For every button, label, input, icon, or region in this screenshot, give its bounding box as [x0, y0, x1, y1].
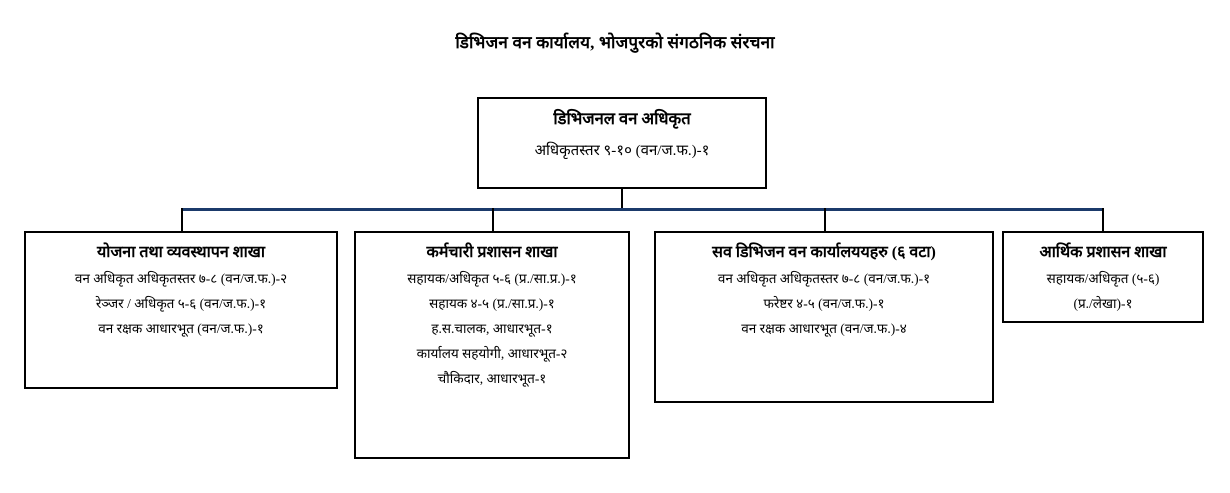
- node-title: डिभिजनल वन अधिकृत: [553, 109, 691, 128]
- node-detail-line: (प्र./लेखा)-१: [1073, 295, 1133, 311]
- node-detail-line: वन अधिकृत अधिकृतस्तर ७-८ (वन/ज.फ.)-२: [74, 271, 288, 286]
- node-detail-line: वन रक्षक आधारभूत (वन/ज.फ.)-१: [98, 320, 264, 336]
- node-financial-administration-section: [1002, 231, 1204, 323]
- node-detail-line: कार्यालय सहयोगी, आधारभूत-२: [416, 345, 568, 361]
- node-detail-line: सहायक ४-५ (प्र./सा.प्र.)-१: [429, 295, 555, 311]
- node-title: आर्थिक प्रशासन शाखा: [1039, 244, 1167, 261]
- node-detail-line: फरेष्टर ४-५ (वन/ज.फ.)-१: [763, 295, 885, 311]
- node-detail-line: अधिकृतस्तर ९-१० (वन/ज.फ.)-१: [534, 142, 710, 159]
- node-title: योजना तथा व्यवस्थापन शाखा: [97, 244, 265, 261]
- connector-drop-finance: [1102, 208, 1104, 231]
- node-staff-administration-section: [354, 231, 630, 459]
- node-divisional-forest-officer: [477, 97, 767, 189]
- node-detail-line: सहायक/अधिकृत (५-६): [1046, 271, 1160, 286]
- node-detail-line: चौकिदार, आधारभूत-१: [437, 370, 547, 386]
- node-sub-division-forest-offices: [654, 231, 994, 403]
- connector-drop-staff: [492, 208, 494, 231]
- connector-drop-subdivision: [824, 208, 826, 231]
- connector-drop-planning: [181, 208, 183, 231]
- node-planning-management-section: [24, 231, 338, 389]
- node-title: सव डिभिजन वन कार्यालययहरु (६ वटा): [712, 244, 936, 261]
- connector-horizontal-bus: [181, 208, 1103, 211]
- node-detail-line: वन रक्षक आधारभूत (वन/ज.फ.)-४: [741, 320, 907, 336]
- node-detail-line: वन अधिकृत अधिकृतस्तर ७-८ (वन/ज.फ.)-१: [717, 271, 931, 286]
- node-detail-line: सहायक/अधिकृत ५-६ (प्र./सा.प्र.)-१: [407, 271, 577, 286]
- chart-title: डिभिजन वन कार्यालय, भोजपुरको संगठनिक संरचना: [455, 33, 775, 52]
- node-detail-line: ह.स.चालक, आधारभूत-१: [431, 320, 553, 336]
- node-detail-line: रेञ्जर / अधिकृत ५-६ (वन/ज.फ.)-१: [95, 295, 267, 311]
- connector-root-stem: [621, 189, 623, 209]
- node-title: कर्मचारी प्रशासन शाखा: [426, 244, 558, 261]
